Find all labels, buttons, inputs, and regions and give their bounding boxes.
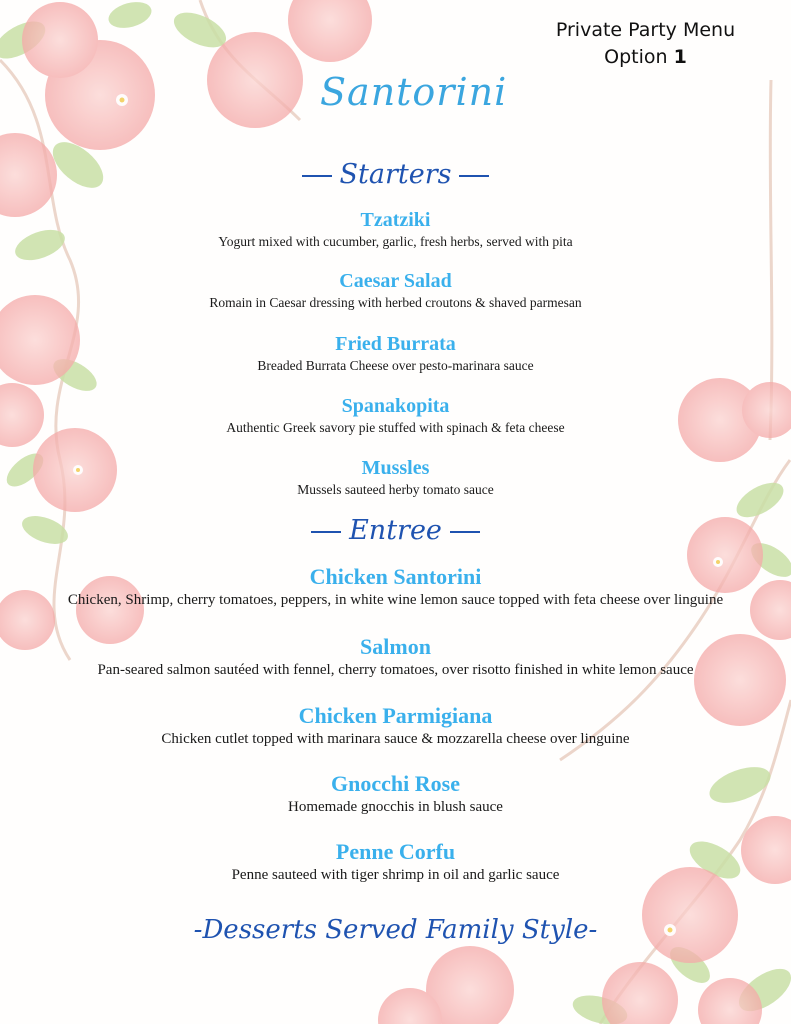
menu-item-description: Yogurt mixed with cucumber, garlic, fresh herbs, served with pita xyxy=(218,234,573,249)
starters-heading xyxy=(0,159,791,190)
option-label: Option xyxy=(604,46,668,68)
menu-item xyxy=(0,269,791,312)
menu-item-name: Spanakopita xyxy=(341,395,450,417)
heading-dash-left xyxy=(302,175,332,177)
menu-item-description: Chicken, Shrimp, cherry tomatoes, peppers, in white wine lemon sauce topped with feta cheese over linguine xyxy=(67,592,724,608)
menu-item xyxy=(0,332,791,375)
menu-item xyxy=(0,634,791,681)
entree-title: Entree xyxy=(349,515,442,546)
menu-item-description: Authentic Greek savory pie stuffed with spinach & feta cheese xyxy=(226,420,565,435)
menu-item xyxy=(0,208,791,251)
menu-item xyxy=(0,771,791,818)
menu-item-description: Homemade gnocchis in blush sauce xyxy=(288,799,503,815)
heading-dash-left xyxy=(311,531,341,533)
party-menu-title xyxy=(538,17,753,71)
menu-item-name: Chicken Santorini xyxy=(309,564,482,589)
entree-heading xyxy=(0,515,791,546)
menu-item-description: Pan-seared salmon sautéed with fennel, cherry tomatoes, over risotto finished in white lemon sauce xyxy=(97,662,694,678)
menu-item xyxy=(0,564,791,611)
restaurant-name: Santorini xyxy=(320,70,508,114)
menu-item-name: Penne Corfu xyxy=(335,839,456,864)
menu-item-description: Chicken cutlet topped with marinara sauce & mozzarella cheese over linguine xyxy=(161,731,630,747)
desserts-note: -Desserts Served Family Style- xyxy=(193,915,598,945)
menu-item-name: Chicken Parmigiana xyxy=(298,703,493,728)
menu-item-name: Fried Burrata xyxy=(335,333,456,355)
menu-item-name: Mussles xyxy=(361,457,430,479)
starters-title: Starters xyxy=(339,159,452,190)
menu-item xyxy=(0,394,791,437)
menu-item-name: Tzatziki xyxy=(360,209,431,231)
menu-item xyxy=(0,456,791,499)
menu-item-name: Gnocchi Rose xyxy=(331,771,460,796)
menu-item-name: Salmon xyxy=(360,634,431,659)
menu-item-description: Penne sauteed with tiger shrimp in oil and garlic sauce xyxy=(231,867,560,883)
option-label-line xyxy=(538,44,753,71)
heading-dash-right xyxy=(450,531,480,533)
menu-item-name: Caesar Salad xyxy=(339,270,452,292)
menu-item-description: Breaded Burrata Cheese over pesto-marinara sauce xyxy=(257,358,534,373)
heading-dash-right xyxy=(459,175,489,177)
menu-item-description: Mussels sauteed herby tomato sauce xyxy=(297,482,494,497)
menu-item xyxy=(0,703,791,750)
menu-item xyxy=(0,839,791,886)
party-menu-label: Private Party Menu xyxy=(555,19,736,41)
option-number: 1 xyxy=(673,46,687,68)
menu-item-description: Romain in Caesar dressing with herbed croutons & shaved parmesan xyxy=(209,295,582,310)
